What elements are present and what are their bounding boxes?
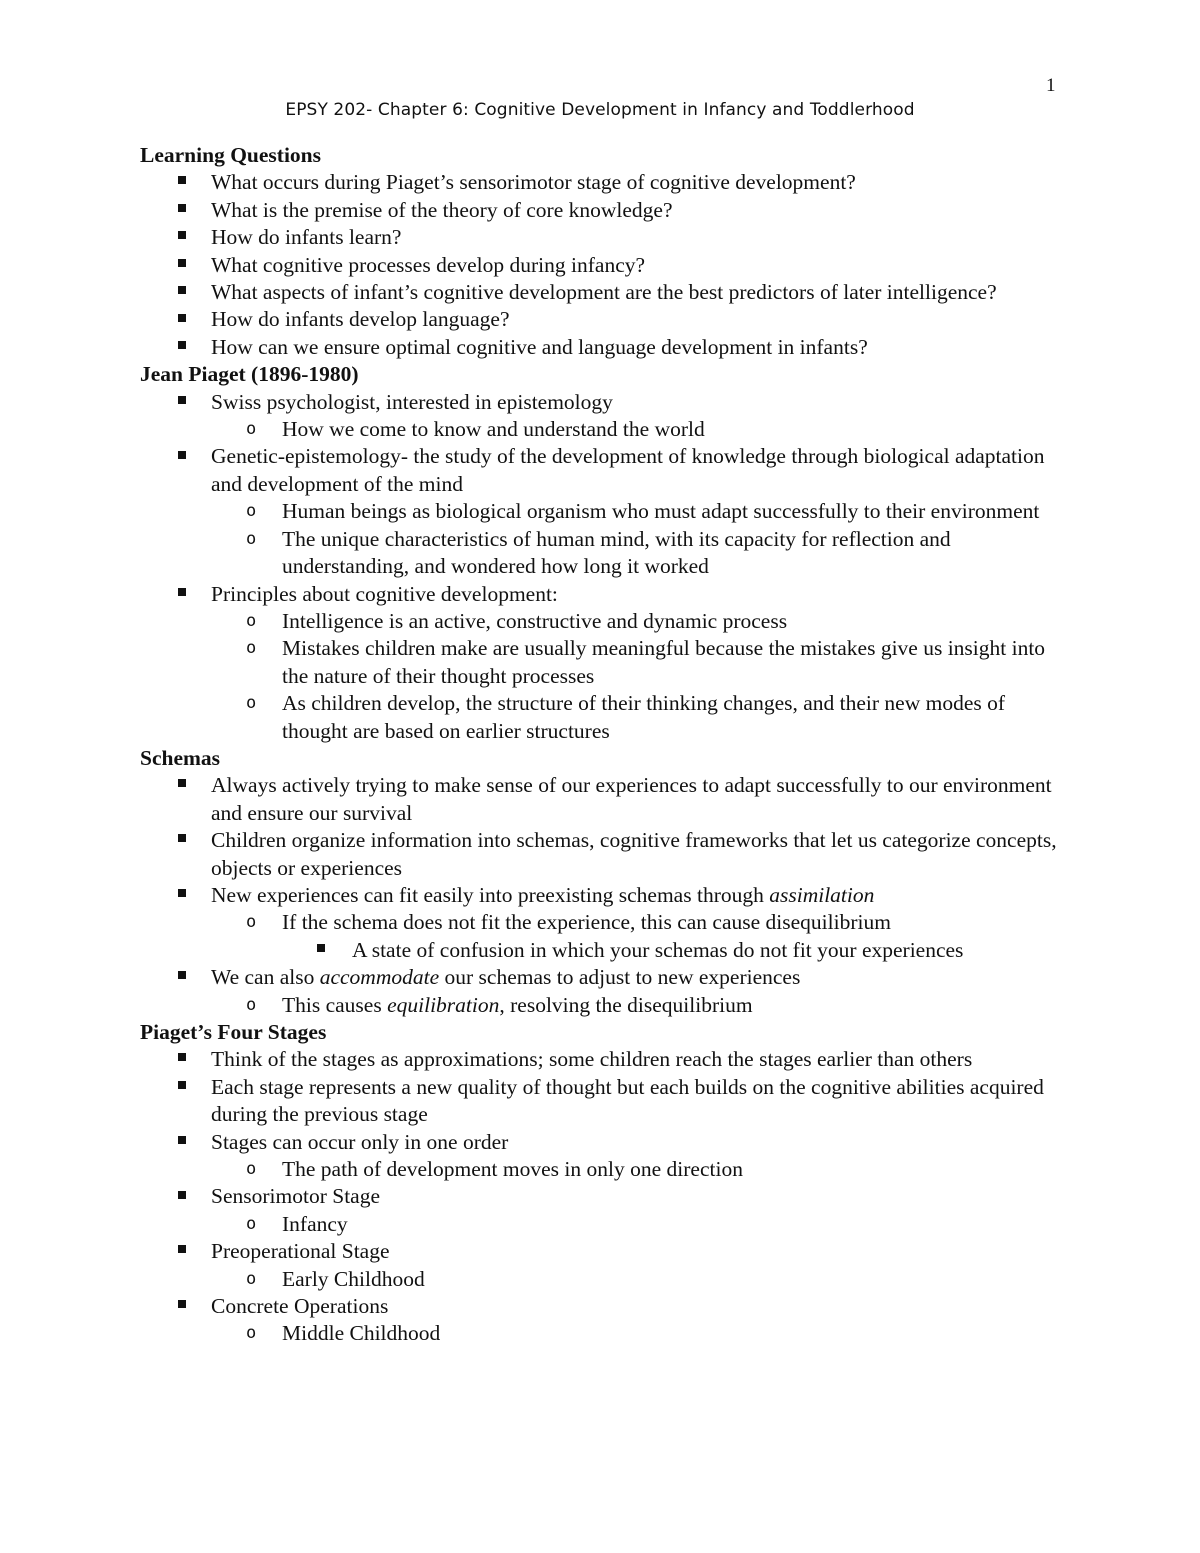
sub-list-item: o Human beings as biological organism who must adapt successfully to their environment (140, 498, 1060, 525)
sub-list-item: o If the schema does not fit the experience, this can cause disequilibrium (140, 909, 1060, 936)
circle-bullet-icon: o (246, 638, 257, 659)
square-bullet-icon (178, 1129, 198, 1156)
list-item: How do infants develop language? (140, 306, 1060, 333)
circle-bullet-icon: o (246, 1268, 257, 1289)
square-bullet-icon (178, 1293, 198, 1320)
list-item: How can we ensure optimal cognitive and language development in infants? (140, 334, 1060, 361)
term-equilibration: equilibration (387, 992, 500, 1017)
square-bullet-icon (178, 1238, 198, 1265)
square-bullet-icon (178, 827, 198, 854)
sub-list-item: o The unique characteristics of human mind, with its capacity for reflection and understanding, and wondered how long it worked (246, 526, 951, 579)
circle-bullet-icon: o (246, 994, 257, 1015)
sub-list-item: o How we come to know and understand the world (140, 416, 1060, 443)
square-bullet-icon (178, 197, 198, 224)
square-bullet-icon (178, 389, 198, 416)
sub-list-item: o Middle Childhood (140, 1320, 1060, 1347)
list-item: What cognitive processes develop during infancy? (140, 252, 1060, 279)
square-bullet-icon (178, 964, 198, 991)
list-item: Always actively trying to make sense of our experiences to adapt successfully to our environment and ensure our survival (140, 772, 1060, 827)
section-heading-jean-piaget: Jean Piaget (1896-1980) (140, 362, 359, 387)
term-accommodate: accommodate (319, 965, 440, 990)
document-body (140, 142, 1060, 1348)
square-bullet-icon (178, 443, 198, 470)
sub-sub-list-item: A state of confusion in which your schemas do not fit your experiences (140, 937, 1060, 964)
list-item: New experiences can fit easily into preexisting schemas through assimilation (140, 882, 1060, 909)
list-item: Think of the stages as approximations; some children reach the stages earlier than others (140, 1046, 1060, 1073)
list-item: Swiss psychologist, interested in epistemology (140, 389, 1060, 416)
list-item: What occurs during Piaget’s sensorimotor stage of cognitive development? (140, 169, 1060, 196)
sub-list-item: o Infancy (140, 1211, 1060, 1238)
sub-list-item: o As children develop, the structure of their thinking changes, and their new modes of thought are based on earlier structures (246, 691, 1006, 743)
list-item: Each stage represents a new quality of thought but each builds on the cognitive abilities acquired during the previous stage (140, 1074, 1060, 1129)
square-bullet-icon (178, 169, 198, 196)
section-heading-four-stages: Piaget’s Four Stages (140, 1020, 327, 1044)
square-bullet-icon (178, 1183, 198, 1210)
square-bullet-icon (178, 581, 198, 608)
circle-bullet-icon: o (246, 693, 257, 714)
circle-bullet-icon: o (246, 501, 257, 522)
square-bullet-icon (178, 306, 198, 333)
list-item: What aspects of infant’s cognitive development are the best predictors of later intelligence? (140, 279, 1060, 306)
sub-list-item: o This causes equilibration, resolving the disequilibrium (140, 992, 1060, 1019)
sub-list-item: o The path of development moves in only one direction (140, 1156, 1060, 1183)
sub-list-item: o Intelligence is an active, constructive and dynamic process (140, 608, 1060, 635)
list-item: Concrete Operations (140, 1293, 1060, 1320)
square-bullet-icon (178, 279, 198, 306)
square-bullet-icon (178, 252, 198, 279)
circle-bullet-icon: o (246, 1213, 257, 1234)
circle-bullet-icon: o (246, 912, 257, 933)
square-bullet-icon (178, 1046, 198, 1073)
square-bullet-icon (178, 224, 198, 251)
circle-bullet-icon: o (246, 419, 257, 440)
circle-bullet-icon: o (246, 528, 257, 549)
list-item: What is the premise of the theory of core knowledge? (140, 197, 1060, 224)
term-assimilation: assimilation (769, 882, 875, 907)
circle-bullet-icon: o (246, 1323, 257, 1344)
circle-bullet-icon: o (246, 1159, 257, 1180)
list-item: Preoperational Stage (140, 1238, 1060, 1265)
list-item: Children organize information into schemas, cognitive frameworks that let us categorize concepts, objects or experiences (140, 827, 1060, 882)
square-bullet-icon (317, 937, 337, 964)
list-item: We can also accommodate our schemas to adjust to new experiences (140, 964, 1060, 991)
sub-list-item: o Mistakes children make are usually meaningful because the mistakes give us insight into the nature of their thought processes (246, 636, 1046, 688)
page-number: 1 (1046, 75, 1056, 96)
section-heading-schemas: Schemas (140, 745, 221, 770)
list-item: Sensorimotor Stage (140, 1183, 1060, 1210)
circle-bullet-icon: o (246, 610, 257, 631)
document-header: EPSY 202- Chapter 6: Cognitive Development in Infancy and Toddlerhood (285, 100, 915, 120)
list-item: How do infants learn? (140, 224, 1060, 251)
square-bullet-icon (178, 882, 198, 909)
square-bullet-icon (178, 334, 198, 361)
section-heading-learning-questions: Learning Questions (140, 143, 321, 167)
square-bullet-icon (178, 1074, 198, 1101)
square-bullet-icon (178, 772, 198, 799)
list-item: Principles about cognitive development: (140, 581, 1060, 608)
list-item: Stages can occur only in one order (140, 1129, 1060, 1156)
sub-list-item: o Early Childhood (140, 1266, 1060, 1293)
list-item: Genetic-epistemology- the study of the development of knowledge through biological adaptation and development of the mind (140, 443, 1060, 498)
